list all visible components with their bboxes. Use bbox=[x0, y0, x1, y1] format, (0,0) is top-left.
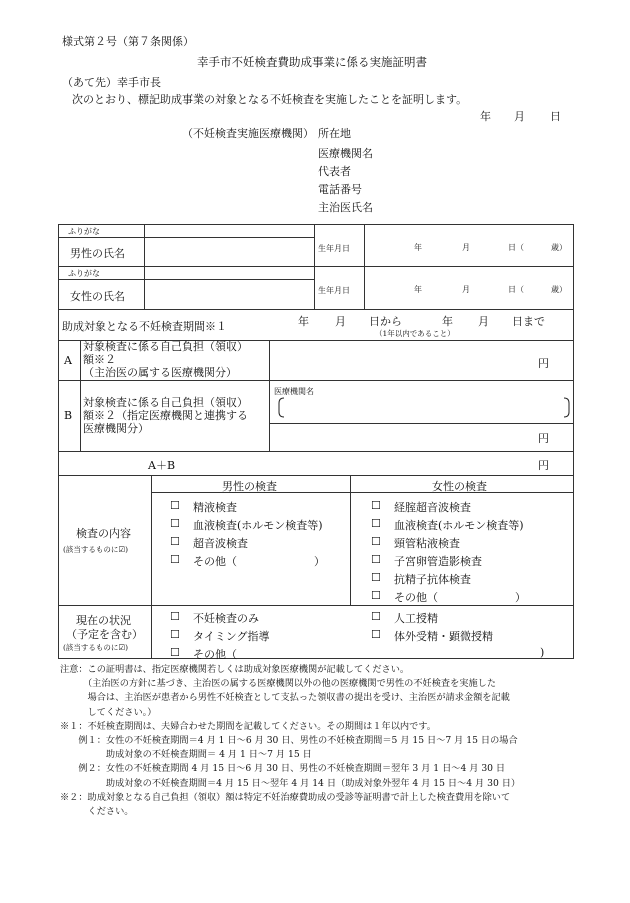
note-line: （主治医の方針に基づき、主治医の属する医療機関以外の他の医療機関で男性の不妊検査を実施した bbox=[60, 678, 497, 690]
note-line: 助成対象の不妊検査期間＝ 4 月 1 日～7 月 15 日 bbox=[60, 749, 312, 761]
male-exam-header: 男性の検査 bbox=[222, 480, 277, 493]
female-exam-item: 経腟超音波検査 bbox=[394, 501, 471, 514]
status-checkbox[interactable]: ☐ bbox=[371, 610, 381, 623]
note-line: 注意：この証明書は、指定医療機関若しくは助成対象医療機関が記載してください。 bbox=[60, 664, 410, 675]
issuer-field: 代表者 bbox=[318, 165, 351, 178]
male-exam-item: その他（ ） bbox=[193, 555, 325, 568]
note-line: 例２：女性の不妊検査期間 4 月 15 日～6 月 30 日、男性の不妊検査期間＝翌年 3 月 1 日～4 月 30 日 bbox=[60, 763, 506, 775]
furigana-label: ふりがな bbox=[68, 269, 100, 278]
sum-label: A＋B bbox=[148, 459, 176, 472]
exam-sub-label: (該当するものに☑) bbox=[63, 545, 129, 554]
period-year-to: 年 bbox=[442, 315, 453, 328]
status-checkbox[interactable]: ☐ bbox=[371, 628, 381, 641]
row-a-letter: A bbox=[64, 354, 72, 367]
medical-institution-label: 医療機関名 bbox=[274, 387, 314, 396]
female-exam-checkbox[interactable]: ☐ bbox=[371, 553, 381, 566]
status-sub-label: (該当するものに☑) bbox=[63, 643, 129, 652]
female-exam-item: その他（ ） bbox=[394, 591, 526, 604]
birth-age: 歳） bbox=[551, 243, 567, 252]
male-exam-checkbox[interactable]: ☐ bbox=[170, 499, 180, 512]
birth-month: 月 bbox=[462, 243, 470, 252]
note-line: ください。 bbox=[60, 806, 134, 818]
note-line: 助成対象の不妊検査期間＝4 月 15 日～翌年 4 月 14 日（助成対象外翌年 4 月 15 日～4 月 30 日） bbox=[60, 777, 521, 789]
issuer-field: 電話番号 bbox=[318, 183, 362, 196]
row-b-letter: B bbox=[64, 409, 73, 422]
date-month: 月 bbox=[514, 110, 525, 123]
birth-day: 日（ bbox=[508, 243, 524, 252]
form-number: 様式第２号（第７条関係） bbox=[62, 35, 194, 48]
status-item: その他（ bbox=[193, 648, 237, 661]
status-checkbox[interactable]: ☐ bbox=[170, 610, 180, 623]
status-item: 体外受精・顕微授精 bbox=[394, 630, 493, 643]
bracket-frame bbox=[277, 397, 573, 419]
status-label-sub: （予定を含む） bbox=[66, 628, 143, 641]
note-line: 場合は、主治医が患者から男性不妊検査として支払った領収書の提出を受け、主治医が請求金額を記載 bbox=[60, 692, 510, 704]
birth-day: 日（ bbox=[508, 285, 524, 294]
male-exam-checkbox[interactable]: ☐ bbox=[170, 553, 180, 566]
male-exam-checkbox[interactable]: ☐ bbox=[170, 535, 180, 548]
male-exam-item: 精液検査 bbox=[193, 501, 237, 514]
birthdate-label: 生年月日 bbox=[318, 244, 350, 253]
birth-year: 年 bbox=[414, 243, 422, 252]
row-b-label: 対象検査に係る自己負担（領収） 額※２（指定医療機関と連携する 医療機関分） bbox=[83, 396, 248, 435]
issuer-field: 所在地 bbox=[318, 127, 351, 140]
female-exam-checkbox[interactable]: ☐ bbox=[371, 499, 381, 512]
period-to: 日まで bbox=[512, 315, 545, 328]
issuer-field: 主治医氏名 bbox=[318, 201, 373, 214]
birth-age: 歳） bbox=[551, 285, 567, 294]
date-day: 日 bbox=[550, 110, 561, 123]
status-item: 不妊検査のみ bbox=[193, 612, 259, 625]
female-exam-checkbox[interactable]: ☐ bbox=[371, 517, 381, 530]
yen-sum: 円 bbox=[538, 459, 549, 472]
yen-a: 円 bbox=[538, 357, 549, 370]
birth-year: 年 bbox=[414, 285, 422, 294]
document-title: 幸手市不妊検査費助成事業に係る実施証明書 bbox=[197, 55, 427, 69]
female-exam-item: 血液検査(ホルモン検査等) bbox=[394, 519, 524, 532]
notes-section bbox=[60, 663, 600, 819]
male-exam-item: 血液検査(ホルモン検査等) bbox=[193, 519, 323, 532]
period-year-from: 年 bbox=[298, 315, 309, 328]
birthdate-label: 生年月日 bbox=[318, 286, 350, 295]
addressee: （あて先）幸手市長 bbox=[62, 76, 161, 89]
issuer-label: （不妊検査実施医療機関） bbox=[182, 127, 314, 140]
status-item: タイミング指導 bbox=[193, 630, 270, 643]
yen-b: 円 bbox=[538, 432, 549, 445]
period-month-from: 月 bbox=[335, 315, 346, 328]
status-close-paren: ) bbox=[540, 646, 545, 659]
female-exam-item: 抗精子抗体検査 bbox=[394, 573, 471, 586]
female-exam-checkbox[interactable]: ☐ bbox=[371, 571, 381, 584]
male-name-label: 男性の氏名 bbox=[70, 247, 125, 260]
furigana-label: ふりがな bbox=[68, 227, 100, 236]
male-exam-item: 超音波検査 bbox=[193, 537, 248, 550]
date-year: 年 bbox=[480, 110, 491, 123]
row-a-label: 対象検査に係る自己負担（領収） 額※２ （主治医の属する医療機関分） bbox=[83, 340, 248, 379]
birth-month: 月 bbox=[462, 285, 470, 294]
female-name-label: 女性の氏名 bbox=[70, 290, 125, 303]
note-line: ※１：不妊検査期間は、夫婦合わせた期間を記載してください。その期間は１年以内です。 bbox=[60, 720, 436, 732]
female-exam-checkbox[interactable]: ☐ bbox=[371, 589, 381, 602]
status-label: 現在の状況 bbox=[76, 614, 131, 627]
status-item: 人工授精 bbox=[394, 612, 438, 625]
female-exam-header: 女性の検査 bbox=[432, 480, 487, 493]
status-checkbox[interactable]: ☐ bbox=[170, 646, 180, 659]
issuer-field: 医療機関名 bbox=[318, 147, 373, 160]
note-line: ※２：助成対象となる自己負担（領収）額は特定不妊治療費助成の受診等証明書で計上した検査費用を除いて bbox=[60, 791, 511, 803]
female-exam-item: 頸管粘液検査 bbox=[394, 537, 460, 550]
female-exam-item: 子宮卵管造影検査 bbox=[394, 555, 482, 568]
period-from: 日から bbox=[369, 315, 402, 328]
note-line: してください。） bbox=[60, 706, 157, 718]
period-month-to: 月 bbox=[478, 315, 489, 328]
statement: 次のとおり、標記助成事業の対象となる不妊検査を実施したことを証明します。 bbox=[72, 93, 468, 106]
female-exam-checkbox[interactable]: ☐ bbox=[371, 535, 381, 548]
period-note: （1年以内であること） bbox=[375, 329, 455, 338]
male-exam-checkbox[interactable]: ☐ bbox=[170, 517, 180, 530]
status-checkbox[interactable]: ☐ bbox=[170, 628, 180, 641]
period-label: 助成対象となる不妊検査期間※１ bbox=[62, 320, 227, 333]
note-line: 例１：女性の不妊検査期間＝4 月 1 日～6 月 30 日、男性の不妊検査期間＝5 月 15 日～7 月 15 日の場合 bbox=[60, 735, 518, 747]
exam-label: 検査の内容 bbox=[76, 527, 131, 540]
